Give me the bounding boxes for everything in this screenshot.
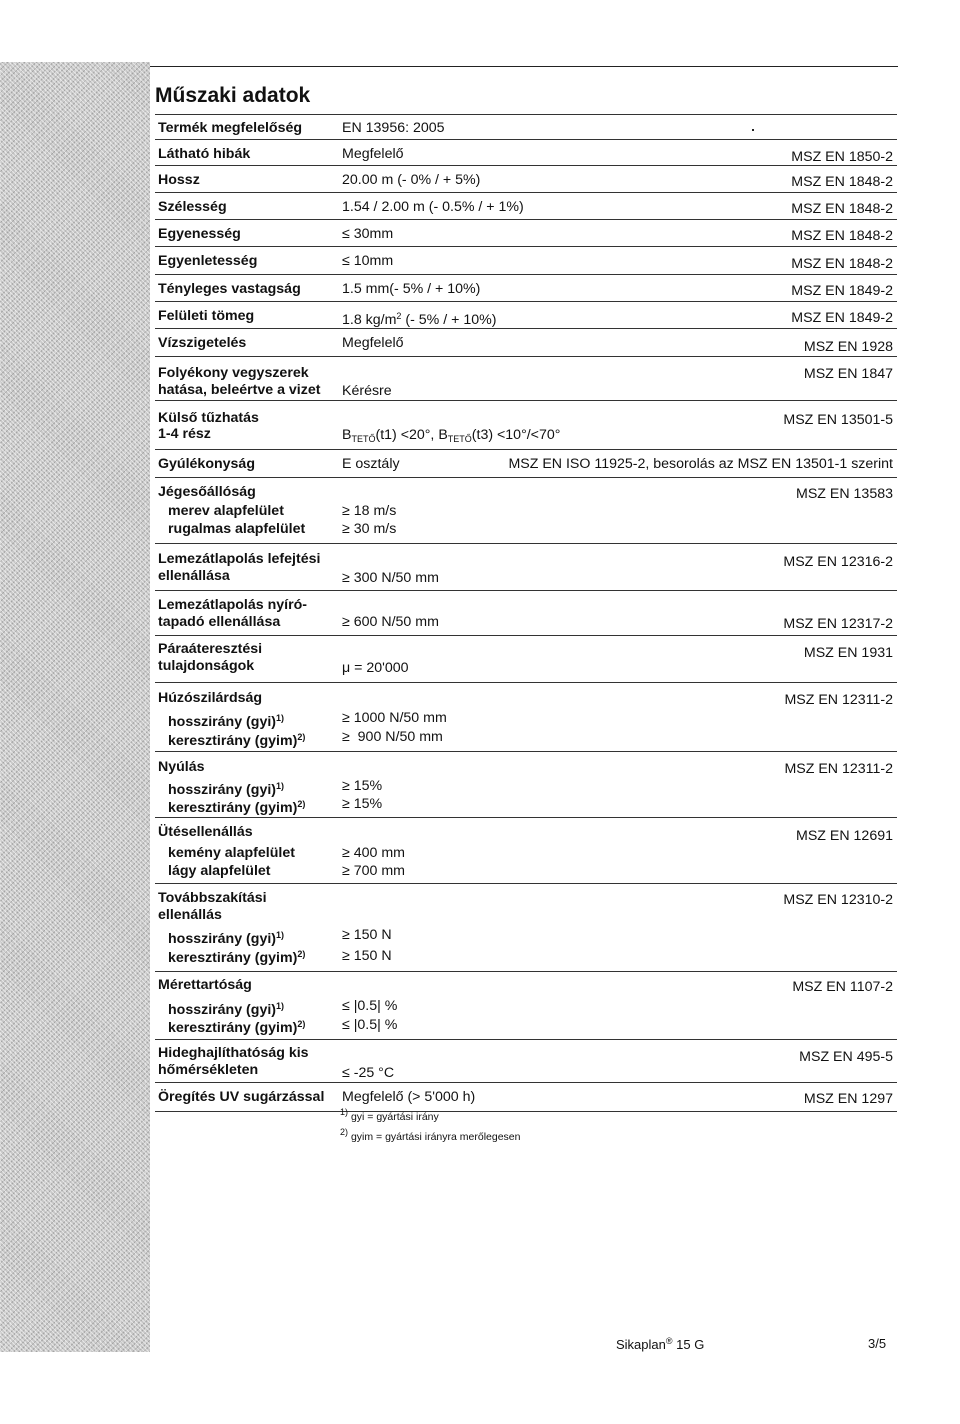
row-standard: MSZ EN 1848-2: [791, 174, 893, 190]
spec-row-elongation: [155, 751, 897, 817]
sub-label: keresztirány (gyim)$^{2)}$: [168, 732, 306, 749]
row-label: hatása, beleértve a vizet: [158, 382, 321, 398]
row-label: Felületi tömeg: [158, 308, 255, 324]
row-label: Öregítés UV sugárzással: [158, 1089, 325, 1105]
spec-row-straightness: [155, 219, 897, 246]
row-label: ellenállása: [158, 568, 230, 584]
spec-row-length: [155, 165, 897, 192]
spec-row-hail-resistance: [155, 477, 897, 543]
spec-row-dimensional-stability: [155, 971, 897, 1039]
row-label: Termék megfelelőség: [158, 120, 303, 136]
top-rule: [150, 66, 898, 67]
row-standard: MSZ EN 12317-2: [783, 616, 893, 632]
row-standard: MSZ EN 495-5: [799, 1049, 893, 1065]
row-label: Látható hibák: [158, 146, 251, 162]
row-value: 1.8 $kg/m^2$ (- 5% / + 10%): [342, 311, 497, 328]
row-label: Hideghajlíthatóság kis: [158, 1045, 309, 1061]
sub-label: lágy alapfelület: [168, 863, 271, 879]
row-label: Páraáteresztési: [158, 641, 263, 657]
spec-row-watertightness: [155, 328, 897, 356]
row-standard: MSZ EN 1849-2: [791, 310, 893, 326]
sub-label: rugalmas alapfelület: [168, 521, 306, 537]
sub-value: ≤ |0.5| %: [342, 1017, 398, 1033]
spec-row-cold-bending: [155, 1039, 897, 1082]
row-label: Továbbszakítási: [158, 890, 267, 906]
footnote-1: 1) gyi = gyártási irány: [340, 1107, 439, 1123]
row-value: ≥ 300 N/50 mm: [342, 570, 439, 586]
spec-row-product-conformity: [155, 114, 897, 139]
row-standard: MSZ EN 1107-2: [792, 979, 893, 995]
spec-row-thickness: [155, 274, 897, 301]
row-label: Vízszigetelés: [158, 335, 247, 351]
row-label: hőmérsékleten: [158, 1062, 259, 1078]
row-value: Megfelelő: [342, 335, 404, 351]
row-value: $B_{TETŐ}(t1) <20^\circ$, $B_{TETŐ}(t3) <10^\circ/<70^\circ$: [342, 427, 561, 444]
row-standard: MSZ EN 1848-2: [791, 201, 893, 217]
row-standard: MSZ EN 12311-2: [784, 761, 893, 777]
row-standard: MSZ EN 1847: [803, 366, 893, 382]
spec-row-width: [155, 192, 897, 219]
row-label: Gyúlékonyság: [158, 456, 255, 472]
sub-label: merev alapfelület: [168, 503, 284, 519]
spec-row-chemical-resistance: [155, 356, 897, 400]
footnotes: [340, 1105, 520, 1145]
row-standard: MSZ EN 1931: [803, 645, 893, 661]
row-standard: MSZ EN 1928: [803, 339, 893, 355]
footnote-2: 2) gyim = gyártási irányra merőlegesen: [340, 1127, 521, 1143]
row-standard: MSZ EN 13501-5: [783, 412, 893, 428]
row-label: Jégesőállóság: [158, 484, 256, 500]
row-value: 1.5 mm(- 5% / + 10%): [342, 281, 481, 297]
sub-label: hosszirány (gyi)$^{1)}$: [168, 713, 285, 730]
footer-page-number: 3/5: [868, 1336, 887, 1351]
row-value: ≤ -25 °C: [342, 1065, 395, 1081]
row-label: Nyúlás: [158, 759, 205, 775]
sub-label: keresztirány (gyim)$^{2)}$: [168, 1019, 306, 1036]
row-standard: MSZ EN 1297: [803, 1091, 893, 1107]
sub-label: hosszirány (gyi)$^{1)}$: [168, 1001, 285, 1018]
footer-product-name: Sikaplan® 15 G: [616, 1336, 705, 1352]
sub-value: ≤ |0.5| %: [342, 998, 398, 1014]
sub-label: hosszirány (gyi)$^{1)}$: [168, 781, 285, 798]
sub-value: ≥ 900 N/50 mm: [342, 729, 443, 745]
spec-table: [155, 114, 897, 1112]
row-standard: MSZ EN 12310-2: [783, 892, 893, 908]
sub-value: ≥ 15%: [342, 796, 383, 812]
spec-row-uv-ageing: [155, 1082, 897, 1112]
left-margin-scan-band: [0, 62, 150, 1352]
spec-row-shear-resistance: [155, 590, 897, 635]
row-value: Megfelelő: [342, 146, 404, 162]
row-standard: MSZ EN 13583: [796, 486, 893, 502]
row-value: ≤ 10mm: [342, 253, 394, 269]
spec-row-tear-resistance: [155, 883, 897, 971]
spec-row-visible-defects: [155, 139, 897, 165]
row-value: 20.00 m (- 0% / + 5%): [342, 172, 481, 188]
spec-row-mass-per-area: [155, 301, 897, 328]
row-label: Egyenesség: [158, 226, 241, 242]
row-label: Hossz: [158, 172, 200, 188]
sub-value: ≥ 18 m/s: [342, 503, 397, 519]
spec-row-tensile-strength: [155, 682, 897, 751]
spec-row-flatness: [155, 246, 897, 274]
row-standard: MSZ EN 1849-2: [791, 283, 893, 299]
row-label: 1-4 rész: [158, 426, 211, 442]
row-standard: MSZ EN 12311-2: [784, 692, 893, 708]
row-value: EN 13956: 2005: [342, 120, 445, 136]
row-standard: MSZ EN 1848-2: [791, 256, 893, 272]
spec-row-vapour-transmission: [155, 635, 897, 682]
sub-label: hosszirány (gyi)$^{1)}$: [168, 930, 285, 947]
row-label: Mérettartóság: [158, 977, 252, 993]
row-label: tulajdonságok: [158, 658, 255, 674]
spec-row-external-fire: [155, 400, 897, 449]
spec-row-flammability: [155, 449, 897, 477]
row-label: Lemezátlapolás nyíró-: [158, 597, 308, 613]
row-label: Folyékony vegyszerek: [158, 365, 309, 381]
row-standard: MSZ EN 1850-2: [791, 149, 893, 165]
sub-value: ≥ 400 mm: [342, 845, 405, 861]
page-title: Műszaki adatok: [155, 84, 311, 107]
sub-value: ≥ 150 N: [342, 927, 392, 943]
row-standard: MSZ EN 1848-2: [791, 228, 893, 244]
row-value: μ = 20'000: [342, 660, 409, 676]
spec-row-peel-resistance: [155, 543, 897, 590]
sub-value: ≥ 15%: [342, 778, 383, 794]
sub-value: ≥ 150 N: [342, 948, 392, 964]
row-value: Megfelelő (> 5'000 h): [342, 1089, 476, 1105]
stray-dot: [752, 129, 754, 131]
row-label: Egyenletesség: [158, 253, 258, 269]
sub-value: ≥ 1000 N/50 mm: [342, 710, 447, 726]
row-standard: MSZ EN 12316-2: [783, 554, 893, 570]
row-value: 1.54 / 2.00 m (- 0.5% / + 1%): [342, 199, 524, 215]
row-standard: MSZ EN 12691: [796, 828, 893, 844]
row-value: E osztály: [342, 456, 400, 472]
row-label: Szélesség: [158, 199, 227, 215]
row-label: Húzószilárdság: [158, 690, 263, 706]
row-label: Külső tűzhatás: [158, 410, 259, 426]
sub-value: ≥ 700 mm: [342, 863, 405, 879]
row-label: Tényleges vastagság: [158, 281, 301, 297]
row-value: ≥ 600 N/50 mm: [342, 614, 439, 630]
row-label: tapadó ellenállása: [158, 614, 281, 630]
spec-row-impact-resistance: [155, 817, 897, 883]
row-standard: MSZ EN ISO 11925-2, besorolás az MSZ EN 13501-1 szerint: [508, 456, 893, 472]
row-label: Ütésellenállás: [158, 824, 253, 840]
row-label: Lemezátlapolás lefejtési: [158, 551, 321, 567]
sub-label: keresztirány (gyim)$^{2)}$: [168, 799, 306, 816]
sub-label: kemény alapfelület: [168, 845, 295, 861]
sub-label: keresztirány (gyim)$^{2)}$: [168, 949, 306, 966]
row-value: Kérésre: [342, 383, 392, 399]
row-label: ellenállás: [158, 907, 222, 923]
sub-value: ≥ 30 m/s: [342, 521, 397, 537]
row-value: ≤ 30mm: [342, 226, 394, 242]
